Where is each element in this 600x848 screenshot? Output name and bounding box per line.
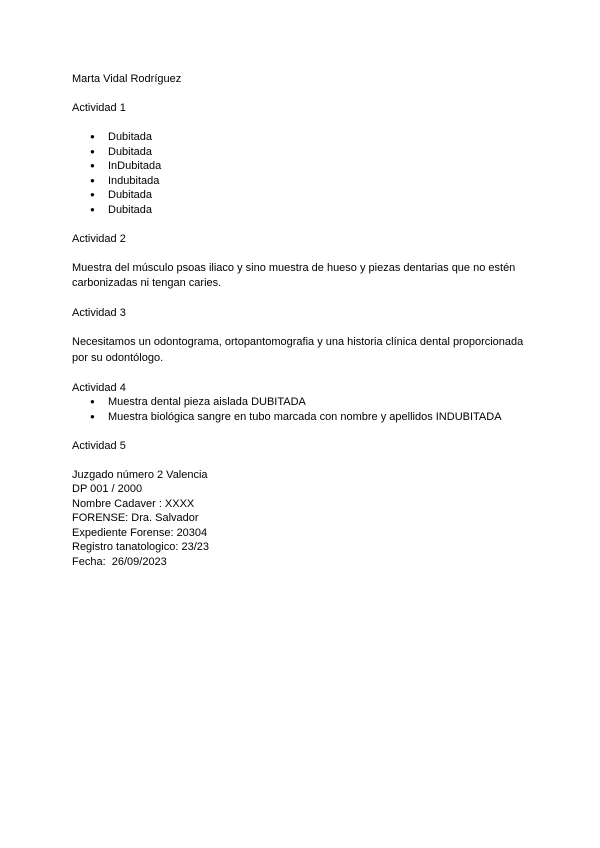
author-name: Marta Vidal Rodríguez (72, 73, 182, 85)
actividad-1-list (72, 130, 532, 217)
actividad-3-heading: Actividad 3 (72, 307, 126, 319)
list-item: ● Dubitada (72, 203, 532, 218)
spacer (72, 246, 532, 261)
actividad-1-heading: Actividad 1 (72, 102, 126, 114)
actividad-2-text: Muestra del músculo psoas iliaco y sino muestra de hueso y piezas dentarias que no estén carbonizadas ni tengan caries. (72, 261, 516, 289)
spacer (72, 321, 532, 336)
list-item: ● Muestra dental pieza aislada DUBITADA (72, 395, 532, 410)
list-item: ● Dubitada (72, 145, 532, 160)
actividad-4-list (72, 395, 532, 424)
spacer (72, 116, 532, 131)
list-item: ● Dubitada (72, 188, 532, 203)
actividad-4-heading: Actividad 4 (72, 381, 126, 394)
spacer (72, 217, 532, 232)
spacer (72, 453, 532, 468)
spacer (72, 292, 532, 307)
nombre-cadaver-line: Nombre Cadaver : XXXX (72, 497, 195, 510)
dp-line: DP 001 / 2000 (72, 483, 143, 495)
list-item: ● Muestra biológica sangre en tubo marcada con nombre y apellidos INDUBITADA (72, 410, 532, 425)
juzgado-line: Juzgado número 2 Valencia (72, 468, 208, 481)
actividad-3-text: Necesitamos un odontograma, ortopantomografia y una historia clínica dental proporcionada por su odontólogo. (72, 336, 524, 364)
registro-line: Registro tanatologico: 23/23 (72, 541, 209, 553)
list-item: ● Indubitada (72, 174, 532, 189)
actividad-5-heading: Actividad 5 (72, 439, 126, 452)
list-item: ● InDubitada (72, 159, 532, 174)
fecha-line: Fecha: 26/09/2023 (72, 555, 167, 568)
spacer (72, 366, 532, 381)
forense-line: FORENSE: Dra. Salvador (72, 512, 199, 524)
actividad-2-heading: Actividad 2 (72, 232, 126, 245)
spacer (72, 424, 532, 439)
list-item: ● Dubitada (72, 130, 532, 145)
spacer (72, 87, 532, 102)
expediente-line: Expediente Forense: 20304 (72, 526, 208, 539)
document-page (72, 72, 532, 569)
